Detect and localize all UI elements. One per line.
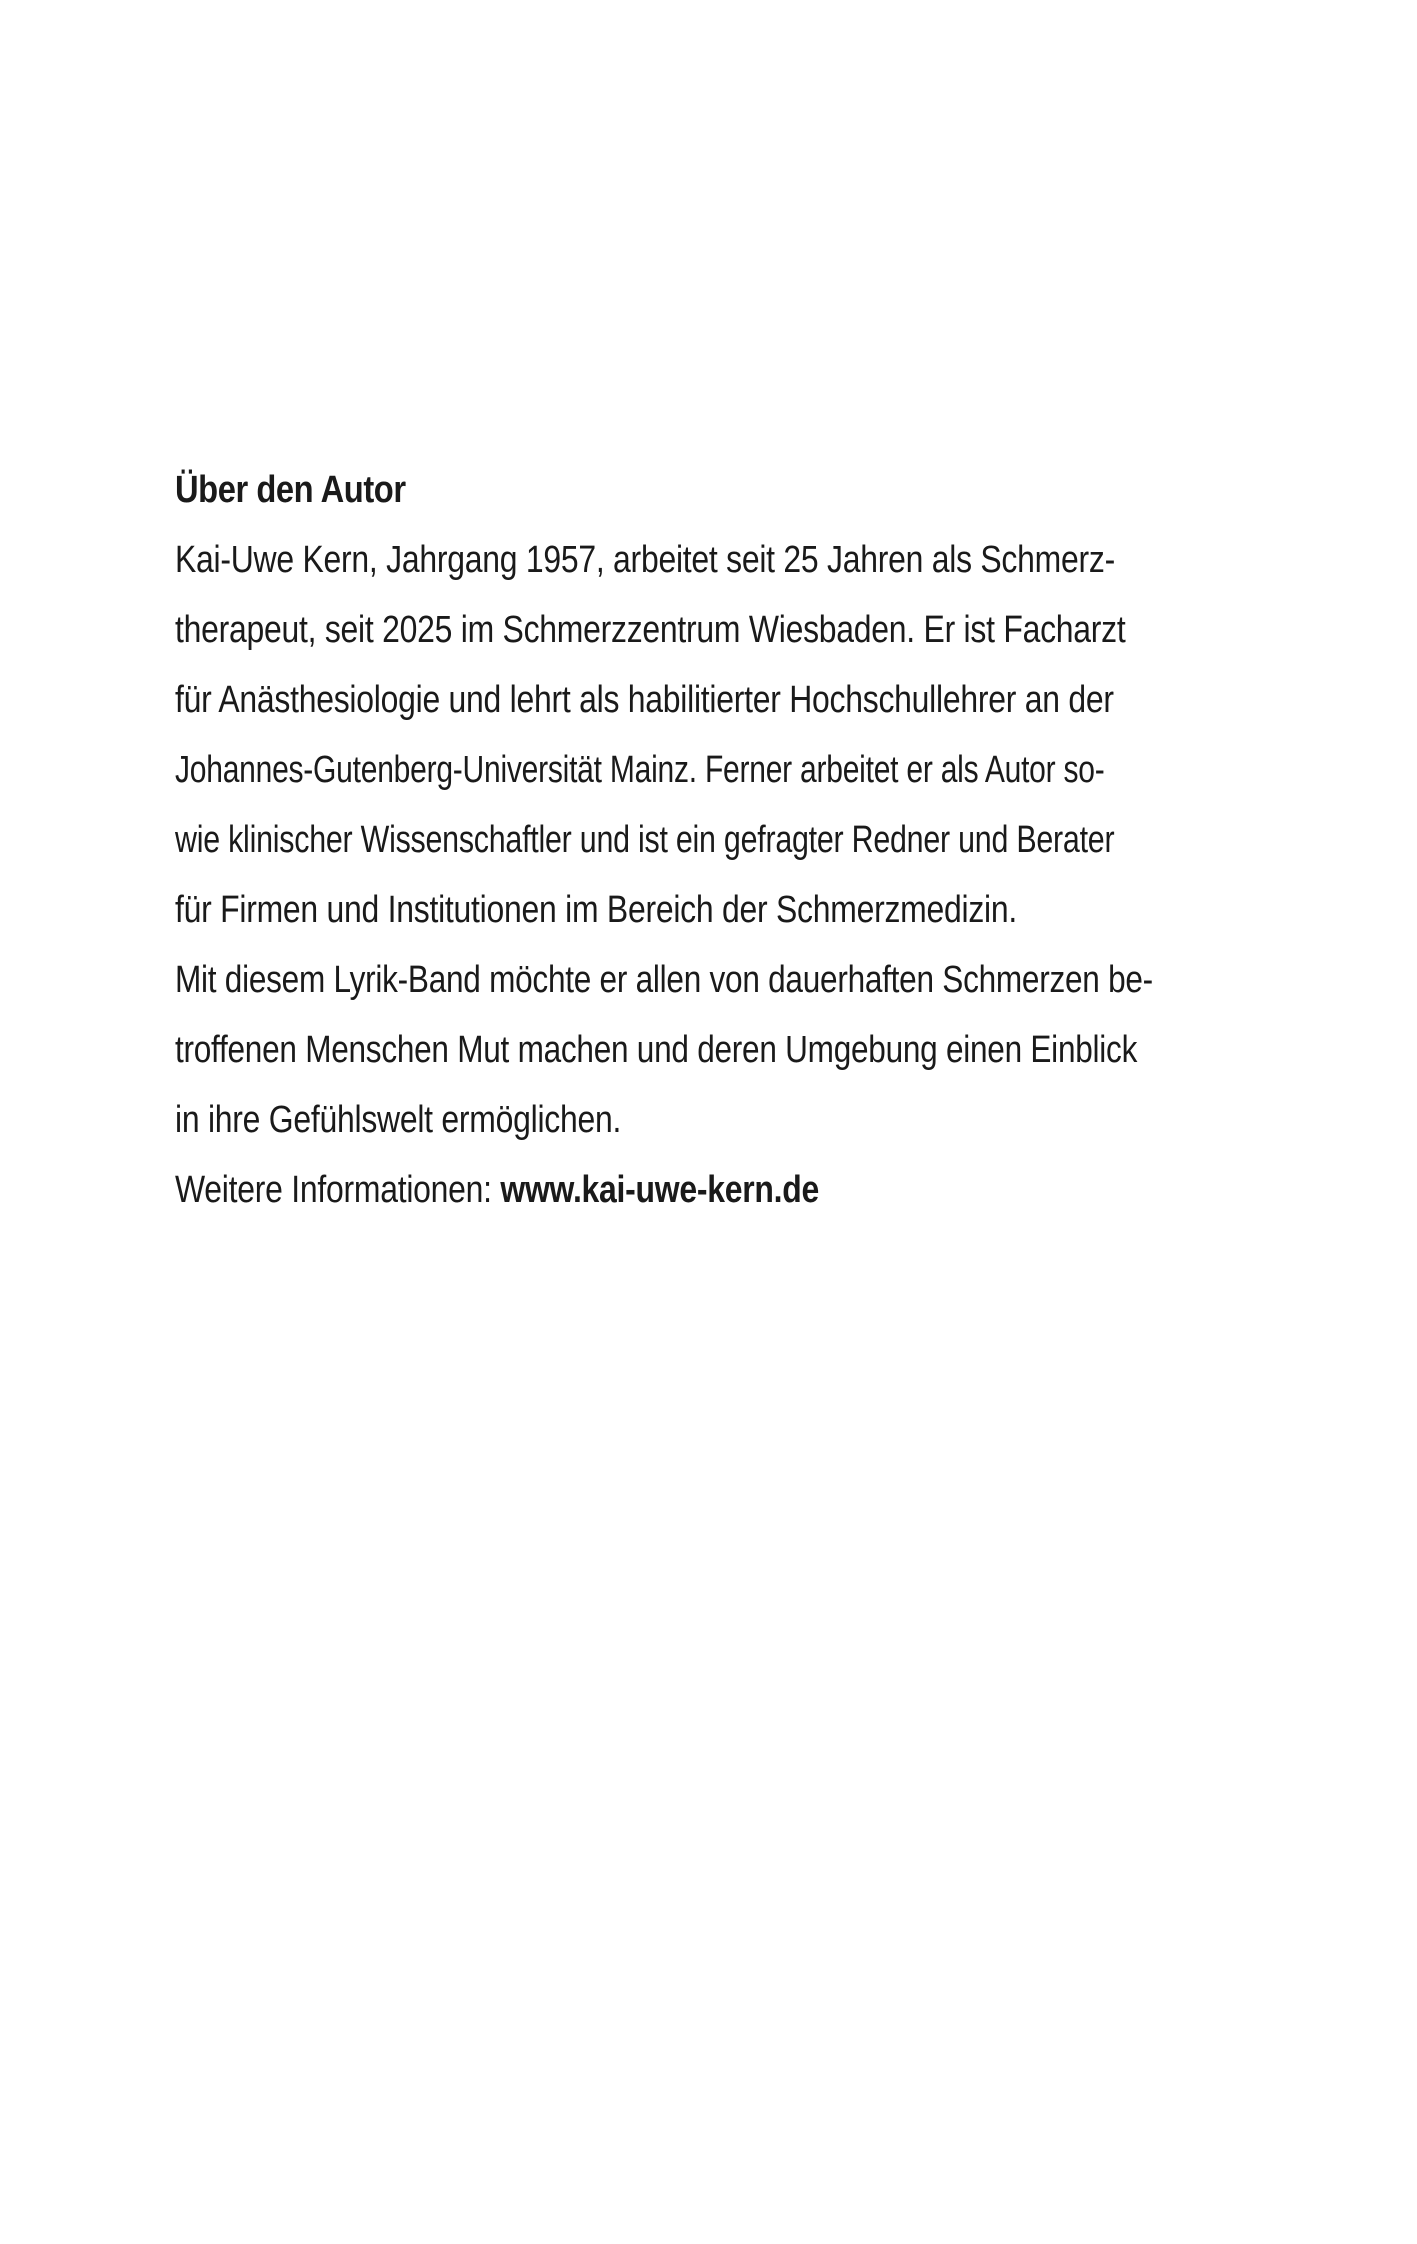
bio-line-9: in ihre Gefühlswelt ermöglichen.	[175, 1099, 622, 1141]
bio-line-1: Kai-Uwe Kern, Jahrgang 1957, arbeitet seit 25 Jahren als Schmerz-	[175, 539, 1115, 581]
bio-line-8: troffenen Menschen Mut machen und deren Umgebung einen Einblick	[175, 1029, 1138, 1071]
bio-line-3: für Anästhesiologie und lehrt als habilitierter Hochschullehrer an der	[175, 679, 1114, 721]
bio-line-7: Mit diesem Lyrik-Band möchte er allen von dauerhaften Schmerzen be-	[175, 959, 1153, 1001]
bio-line-4: Johannes-Gutenberg-Universität Mainz. Ferner arbeitet er als Autor so-	[175, 749, 1105, 791]
bio-line-5: wie klinischer Wissenschaftler und ist ein gefragter Redner und Berater	[175, 819, 1115, 861]
bio-line-6: für Firmen und Institutionen im Bereich der Schmerzmedizin.	[175, 889, 1018, 931]
more-info-line	[175, 1155, 1074, 1225]
about-author-heading: Über den Autor	[175, 469, 406, 511]
more-info-label: Weitere Informationen:	[175, 1169, 501, 1211]
bio-line-2: therapeut, seit 2025 im Schmerzzentrum Wiesbaden. Er ist Facharzt	[175, 609, 1126, 651]
about-author-section	[175, 455, 1245, 1225]
author-website-link[interactable]: www.kai-uwe-kern.de	[500, 1169, 820, 1211]
